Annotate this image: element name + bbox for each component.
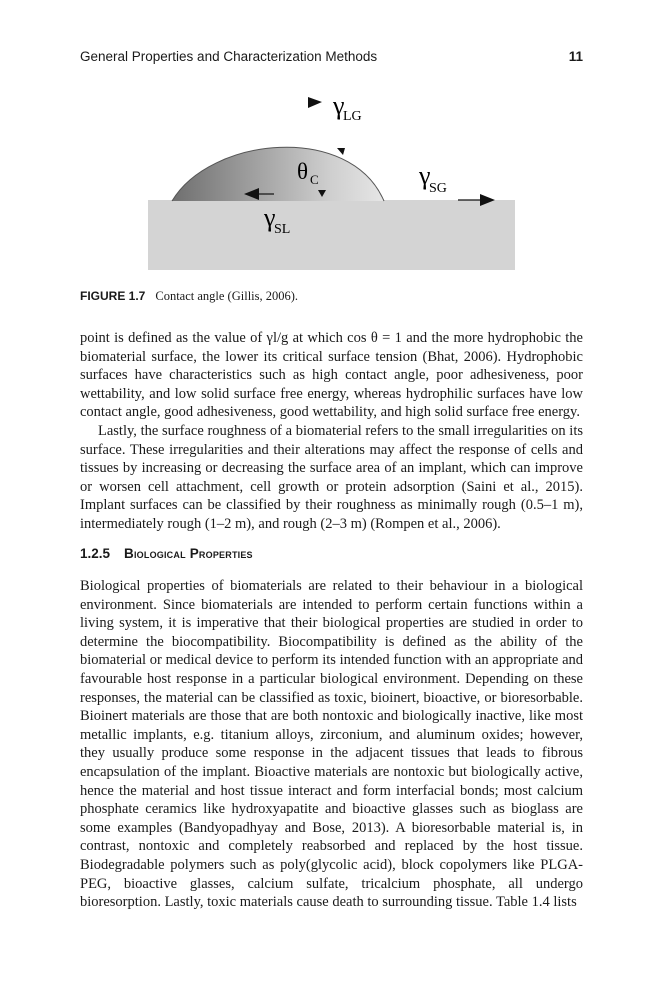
section-heading (80, 546, 253, 561)
liquid-droplet (172, 147, 384, 201)
body-text-top (80, 329, 583, 534)
solid-substrate (148, 200, 515, 270)
page-number: 11 (568, 49, 583, 64)
gamma-lg-arrow (308, 97, 322, 108)
paragraph: Biological properties of biomaterials are related to their behaviour in a biological environment. Since biomaterials are intended to perform certain functions within a living system, it is imperative that their biological properties are studied in order to determine the biocompatibility. Biocompatibility is defined as the ability of the biomaterial or medical device to perform its intended function with an appropriate and favourable host response in a particular biological environment. Depending on these responses, the material can be classified as toxic, bioinert, bioactive, or bioresorbable. Bioinert materials are those that are both nontoxic and biologically inactive, like most metallic implants, e.g. titanium alloys, zirconium, and aluminum oxides; however, they usually produce some response in the adjacent tissues that leads to fibrous encapsulation of the implant. Bioactive materials are nontoxic but biologically active, hence the material and host tissue interact and form interfacial bonds; most calcium phosphate ceramics like hydroxyapatite and bioactive glasses such as bioglass are some examples (Bandyopadhyay and Bose, 2013). A bioresorbable material is, in contrast, nontoxic and completely reabsorbed and replaced by the host tissue. Biodegradable polymers such as poly(glycolic acid), block copolymers like PLGA-PEG, bioactive glasses, calcium sulfate, tricalcium phosphate, all undergo bioresorption. Lastly, toxic materials cause death to surrounding tissue. Table 1.4 lists (80, 578, 583, 911)
tangent-arrow (337, 148, 345, 155)
gamma-sl-subscript: SL (274, 222, 291, 237)
contact-angle-diagram (140, 82, 520, 272)
gamma-lg-subscript: LG (343, 109, 362, 124)
theta-label: θ (297, 159, 309, 184)
figure-caption-text: Contact angle (Gillis, 2006). (155, 289, 299, 303)
section-number: 1.2.5 (80, 546, 111, 561)
paragraph: Lastly, the surface roughness of a biomaterial refers to the small irregularities on its surface. These irregularities and their alterations may affect the response of cells and tissues by increasing or decreasing the surface area of an implant, which can improve or worsen cell attachment, cell growth or protein adsorption (Saini et al., 2015). Implant surfaces can be classified by their roughness as minimally rough (0.5–1 m), intermediately rough (1–2 m), and rough (2–3 m) (Rompen et al., 2006). (80, 422, 583, 532)
section-title: Biological Properties (124, 546, 253, 561)
gamma-lg-label: γ (333, 91, 345, 120)
paragraph: point is defined as the value of γl/g at which cos θ = 1 and the more hydrophobic the biomaterial surface, the lower its critical surface tension (Bhat, 2006). Hydrophobic surfaces have characteristics such as high contact angle, poor adhesiveness, poor wettability, and low solid surface free energy, whereas hydrophilic surfaces have low contact angle, good adhesiveness, good wettability, and high solid surface free energy. (80, 330, 583, 421)
gamma-sg-label: γ (419, 161, 431, 190)
running-header (80, 49, 583, 69)
figure-caption-label: FIGURE 1.7 (80, 289, 146, 303)
contact-angle-figure (140, 82, 520, 272)
running-header-title: General Properties and Characterization Methods (80, 49, 378, 64)
gamma-sg-subscript: SG (429, 181, 447, 196)
gamma-sl-label: γ (264, 203, 276, 232)
theta-subscript: C (310, 172, 319, 187)
body-text-bottom (80, 577, 583, 912)
figure-caption (80, 289, 583, 304)
